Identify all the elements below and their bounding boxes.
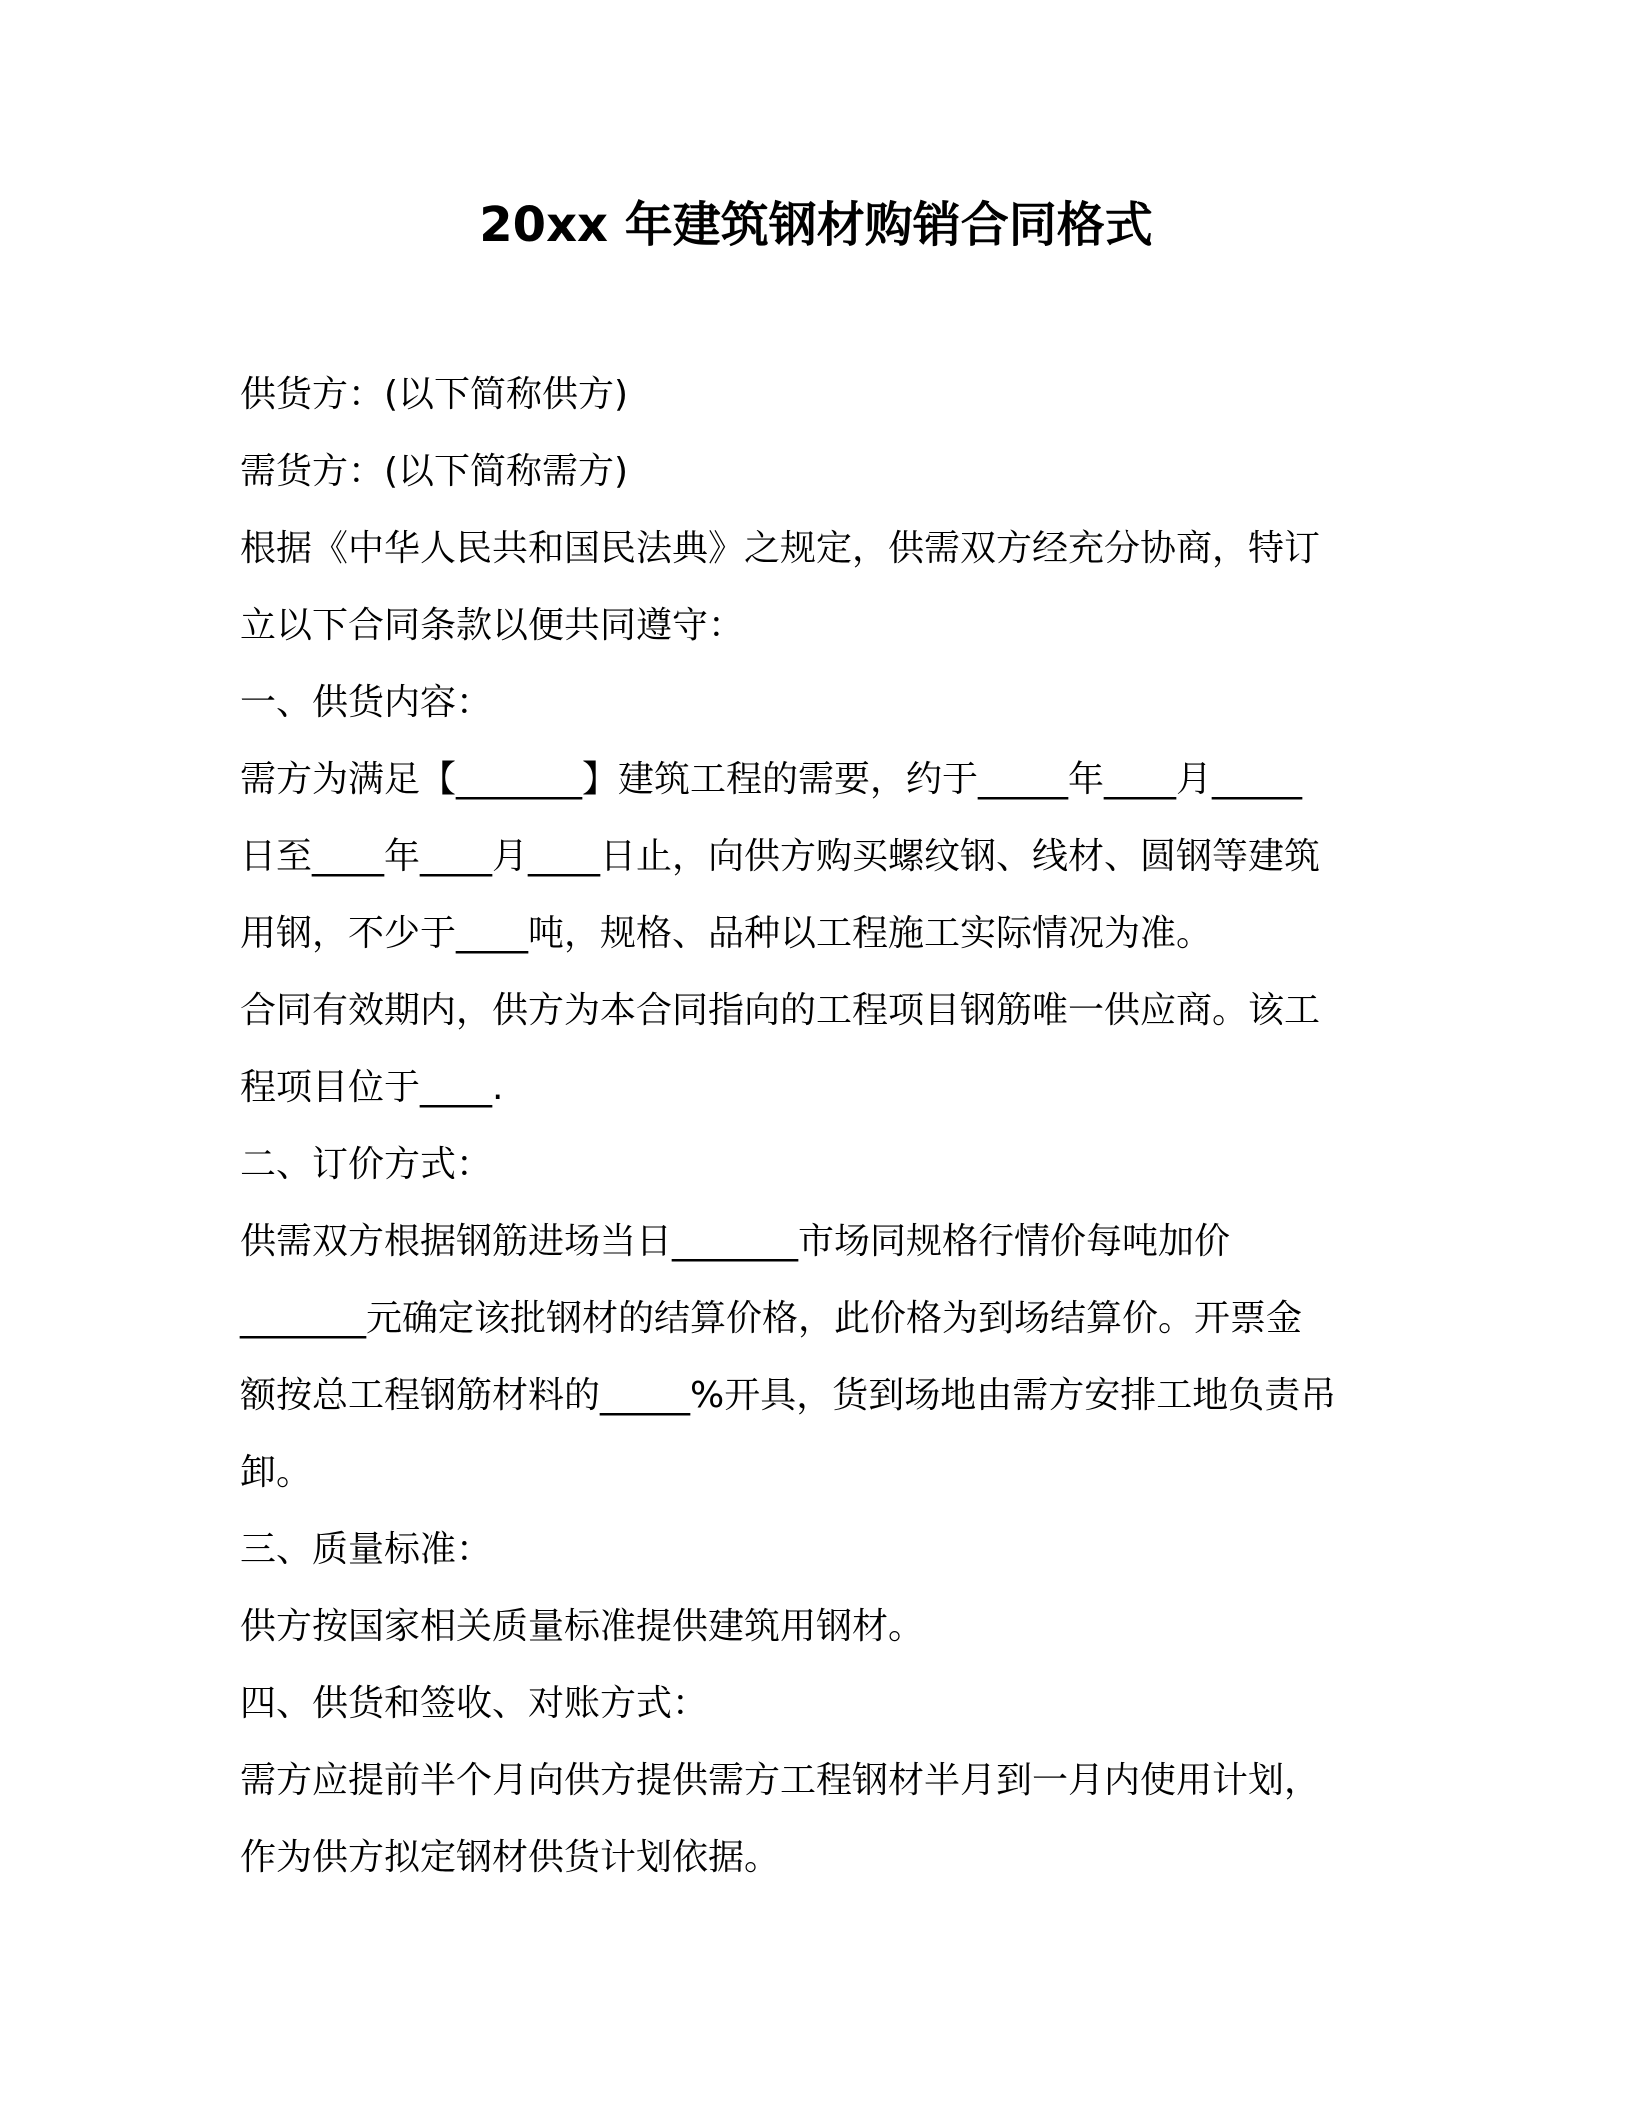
- document-body: [240, 356, 1392, 1896]
- line-delivery-1: 需方应提前半个月向供方提供需方工程钢材半月到一月内使用计划，: [240, 1760, 1321, 1801]
- section-heading-supply-content: 一、供货内容：: [240, 682, 493, 723]
- line-supply-4: 合同有效期内，供方为本合同指向的工程项目钢筋唯一供应商。该工: [240, 990, 1321, 1031]
- section-heading-quality: 三、质量标准：: [240, 1529, 493, 1570]
- line-preamble-2: 立以下合同条款以便共同遵守：: [240, 605, 745, 646]
- line-supply-1: 需方为满足【_______】建筑工程的需要，约于_____年____月_____: [240, 759, 1303, 800]
- line-pricing-2: _______元确定该批钢材的结算价格，此价格为到场结算价。开票金: [240, 1298, 1303, 1339]
- line-supply-3: 用钢，不少于____吨，规格、品种以工程施工实际情况为准。: [240, 913, 1213, 954]
- line-buyer: 需货方：(以下简称需方): [240, 451, 629, 492]
- line-pricing-4: 卸。: [240, 1452, 313, 1493]
- section-heading-pricing: 二、订价方式：: [240, 1144, 493, 1185]
- line-delivery-2: 作为供方拟定钢材供货计划依据。: [240, 1837, 781, 1878]
- document-title: 20xx 年建筑钢材购销合同格式: [479, 197, 1153, 253]
- section-heading-delivery: 四、供货和签收、对账方式：: [240, 1683, 709, 1724]
- line-quality-1: 供方按国家相关质量标准提供建筑用钢材。: [240, 1606, 925, 1647]
- line-pricing-1: 供需双方根据钢筋进场当日_______市场同规格行情价每吨加价: [240, 1221, 1231, 1262]
- line-preamble-1: 根据《中华人民共和国民法典》之规定，供需双方经充分协商，特订: [240, 528, 1321, 569]
- line-pricing-3: 额按总工程钢筋材料的_____%开具，货到场地由需方安排工地负责吊: [240, 1375, 1337, 1416]
- line-supplier: 供货方：(以下简称供方): [240, 374, 629, 415]
- line-supply-5: 程项目位于____.: [240, 1067, 504, 1108]
- line-supply-2: 日至____年____月____日止，向供方购买螺纹钢、线材、圆钢等建筑: [240, 836, 1321, 877]
